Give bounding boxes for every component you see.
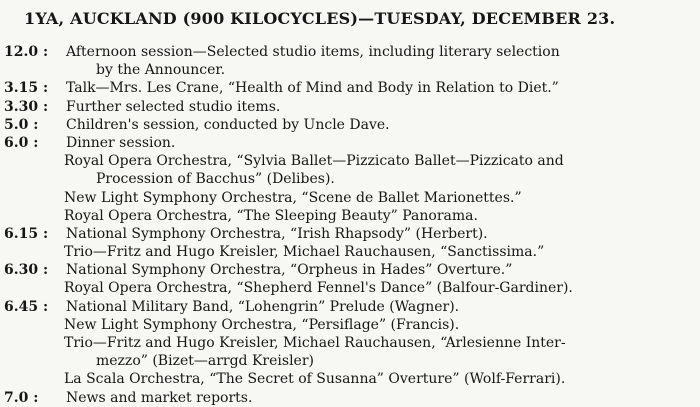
programme-text: New Light Symphony Orchestra, “Persiflage” (Francis).: [64, 316, 460, 333]
programme-line: [0, 261, 700, 279]
programme-text: Children's session, conducted by Uncle Dave.: [66, 116, 390, 133]
programme-time: 3.15 :: [4, 80, 49, 97]
programme-text: National Symphony Orchestra, “Irish Rhapsody” (Herbert).: [66, 225, 488, 242]
programme-time: 6.30 :: [4, 262, 49, 279]
programme-text: National Symphony Orchestra, “Orpheus in Hades” Overture.”: [66, 262, 513, 279]
programme-text: Royal Opera Orchestra, “Sylvia Ballet—Pizzicato Ballet—Pizzicato and: [64, 153, 564, 170]
programme-line: [0, 116, 700, 134]
programme-time: 6.15 :: [4, 225, 49, 242]
programme-time: 3.30 :: [4, 98, 49, 115]
programme-line: [0, 61, 700, 79]
programme-line: [0, 316, 700, 334]
programme-text: Trio—Fritz and Hugo Kreisler, Michael Rauchausen, “Sanctissima.”: [64, 244, 545, 261]
programme-text: News and market reports.: [66, 389, 253, 406]
programme-text: mezzo” (Bizet—arrgd Kreisler): [96, 353, 314, 370]
programme-line: [0, 79, 700, 97]
programme-time: 6.45 :: [4, 298, 49, 315]
programme-text: Talk—Mrs. Les Crane, “Health of Mind and Body in Relation to Diet.”: [66, 80, 559, 97]
programme-line: [0, 334, 700, 352]
programme-line: [0, 134, 700, 152]
programme-line: [0, 243, 700, 261]
programme-line: [0, 43, 700, 61]
programme-text: Dinner session.: [66, 134, 176, 151]
programme-text: Royal Opera Orchestra, “Shepherd Fennel's Dance” (Balfour-Gardiner).: [64, 280, 573, 297]
programme-text: New Light Symphony Orchestra, “Scene de Ballet Marionettes.”: [64, 189, 522, 206]
programme-line: [0, 207, 700, 225]
programme-line: [0, 170, 700, 188]
station-heading: 1YA, AUCKLAND (900 KILOCYCLES)—TUESDAY, DECEMBER 23.: [24, 9, 616, 28]
programme-line: [0, 98, 700, 116]
programme-text: La Scala Orchestra, “The Secret of Susanna” Overture” (Wolf-Ferrari).: [64, 371, 566, 388]
programme-time: 6.0 :: [4, 134, 39, 151]
programme-text: National Military Band, “Lohengrin” Prelude (Wagner).: [66, 298, 460, 315]
programme-line: [0, 298, 700, 316]
programme-line: [0, 352, 700, 370]
programme-text: by the Announcer.: [96, 62, 226, 79]
programme-text: Royal Opera Orchestra, “The Sleeping Beauty” Panorama.: [64, 207, 478, 224]
programme-time: 12.0 :: [4, 44, 49, 60]
programme-text: Trio—Fritz and Hugo Kreisler, Michael Rauchausen, “Arlesienne Inter-: [64, 335, 566, 351]
programme-text: Further selected studio items.: [66, 98, 281, 115]
programme-time: 7.0 :: [4, 389, 39, 406]
programme-line: [0, 279, 700, 297]
programme-line: [0, 389, 700, 407]
programme-line: [0, 370, 700, 388]
programme-line: [0, 152, 700, 170]
programme-text: Procession of Bacchus” (Delibes).: [96, 171, 335, 188]
programme-time: 5.0 :: [4, 116, 39, 133]
programme-line: [0, 189, 700, 207]
programme-list: [0, 43, 700, 407]
programme-line: [0, 225, 700, 243]
programme-text: Afternoon session—Selected studio items, including literary selection: [66, 44, 560, 60]
